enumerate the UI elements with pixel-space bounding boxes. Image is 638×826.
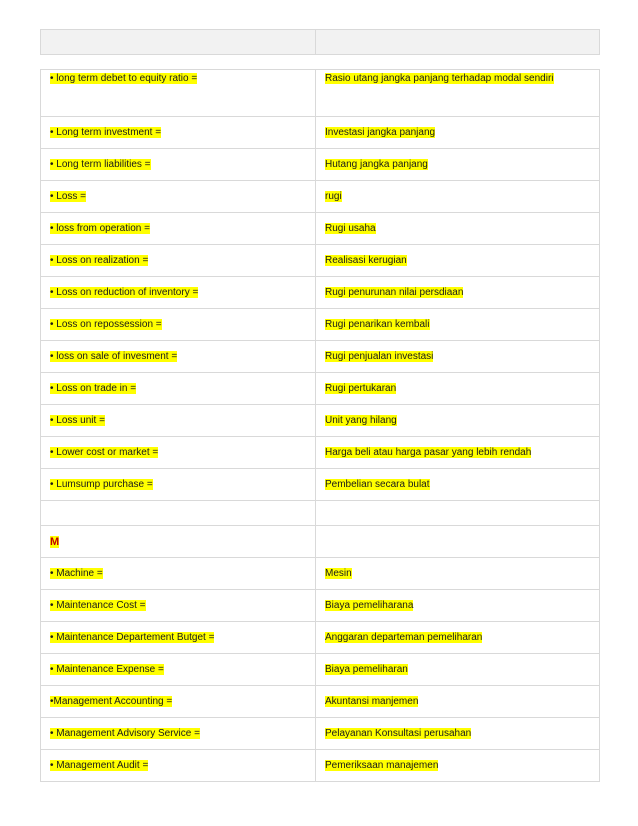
meaning-cell: [316, 181, 600, 213]
meaning-cell: [316, 750, 600, 782]
term-cell: [41, 622, 316, 654]
meaning-text: Akuntansi manjemen: [325, 696, 419, 707]
table-header-row: [41, 30, 600, 55]
term-cell: [41, 718, 316, 750]
term-text: • Machine =: [50, 568, 103, 579]
term-cell: [41, 213, 316, 245]
meaning-cell: [316, 405, 600, 437]
table-row: [41, 181, 600, 213]
table-blank-row: [41, 501, 600, 526]
table-row: [41, 469, 600, 501]
term-cell: [41, 750, 316, 782]
term-cell: [41, 469, 316, 501]
table-row: [41, 750, 600, 782]
meaning-text: Hutang jangka panjang: [325, 159, 428, 170]
term-text: • Loss on reduction of inventory =: [50, 287, 199, 298]
table-row: [41, 558, 600, 590]
term-text: • Management Advisory Service =: [50, 728, 200, 739]
term-cell: [41, 373, 316, 405]
meaning-cell: [316, 149, 600, 181]
term-cell: [41, 654, 316, 686]
meaning-cell: [316, 309, 600, 341]
glossary-table: [40, 29, 600, 782]
meaning-cell: [316, 469, 600, 501]
table-row: [41, 622, 600, 654]
term-text: • Lumsump purchase =: [50, 479, 153, 490]
meaning-text: Pelayanan Konsultasi perusahan: [325, 728, 472, 739]
meaning-cell: [316, 718, 600, 750]
meaning-cell: [316, 341, 600, 373]
meaning-text: Rugi penarikan kembali: [325, 319, 430, 330]
term-cell: [41, 149, 316, 181]
meaning-cell: [316, 117, 600, 149]
meaning-cell: [316, 245, 600, 277]
table-row: [41, 437, 600, 469]
meaning-cell: [316, 70, 600, 117]
glossary-sheet: [40, 29, 599, 782]
meaning-cell: [316, 558, 600, 590]
term-cell: [41, 277, 316, 309]
term-text: • loss on sale of invesment =: [50, 351, 178, 362]
term-text: • Loss on realization =: [50, 255, 149, 266]
term-text: • Loss on repossession =: [50, 319, 162, 330]
meaning-cell: [316, 590, 600, 622]
meaning-text: Rugi pertukaran: [325, 383, 397, 394]
table-row: [41, 373, 600, 405]
meaning-text: Realisasi kerugian: [325, 255, 407, 266]
term-text: • Long term investment =: [50, 127, 162, 138]
meaning-text: Rugi penjualan investasi: [325, 351, 434, 362]
meaning-text: Mesin: [325, 568, 352, 579]
table-row: [41, 70, 600, 117]
term-text: •Management Accounting =: [50, 696, 173, 707]
term-text: • long term debet to equity ratio =: [50, 73, 198, 84]
term-cell: [41, 686, 316, 718]
term-text: • Loss unit =: [50, 415, 105, 426]
meaning-cell: [316, 213, 600, 245]
meaning-cell: [316, 277, 600, 309]
meaning-text: Pembelian secara bulat: [325, 479, 430, 490]
table-row: [41, 654, 600, 686]
meaning-text: Rugi usaha: [325, 223, 376, 234]
term-cell: [41, 405, 316, 437]
meaning-cell: [316, 686, 600, 718]
term-cell: [41, 70, 316, 117]
table-gap-row: [41, 55, 600, 70]
meaning-text: Anggaran departeman pemeliharan: [325, 632, 483, 643]
table-row: [41, 245, 600, 277]
meaning-cell: [316, 654, 600, 686]
meaning-text: Unit yang hilang: [325, 415, 397, 426]
meaning-text: Pemeriksaan manajemen: [325, 760, 439, 771]
meaning-text: rugi: [325, 191, 342, 202]
meaning-text: Investasi jangka panjang: [325, 127, 436, 138]
table-row: [41, 590, 600, 622]
term-cell: [41, 558, 316, 590]
term-cell: [41, 309, 316, 341]
term-text: • Loss =: [50, 191, 87, 202]
term-text: • Maintenance Cost =: [50, 600, 146, 611]
term-cell: [41, 341, 316, 373]
meaning-text: Rugi penurunan nilai persdiaan: [325, 287, 464, 298]
meaning-text: Biaya pemeliharana: [325, 600, 414, 611]
term-text: • Management Audit =: [50, 760, 149, 771]
term-text: • Loss on trade in =: [50, 383, 137, 394]
table-row: [41, 277, 600, 309]
meaning-text: Rasio utang jangka panjang terhadap modal sendiri: [325, 73, 554, 84]
term-cell: [41, 245, 316, 277]
term-text: • loss from operation =: [50, 223, 150, 234]
term-cell: [41, 117, 316, 149]
table-row: [41, 117, 600, 149]
meaning-text: Harga beli atau harga pasar yang lebih rendah: [325, 447, 532, 458]
section-letter-cell: [41, 526, 316, 558]
term-text: • Maintenance Departement Butget =: [50, 632, 215, 643]
meaning-cell: [316, 437, 600, 469]
meaning-text: Biaya pemeliharan: [325, 664, 408, 675]
term-cell: [41, 181, 316, 213]
term-cell: [41, 590, 316, 622]
meaning-cell: [316, 622, 600, 654]
table-row: [41, 149, 600, 181]
term-text: • Maintenance Expense =: [50, 664, 164, 675]
table-row: [41, 718, 600, 750]
table-row: [41, 309, 600, 341]
table-row: [41, 405, 600, 437]
term-text: • Long term liabilities =: [50, 159, 151, 170]
table-row: [41, 341, 600, 373]
section-letter-row: [41, 526, 600, 558]
section-letter: M: [50, 535, 60, 548]
table-row: [41, 213, 600, 245]
term-cell: [41, 437, 316, 469]
meaning-cell: [316, 373, 600, 405]
term-text: • Lower cost or market =: [50, 447, 159, 458]
table-row: [41, 686, 600, 718]
